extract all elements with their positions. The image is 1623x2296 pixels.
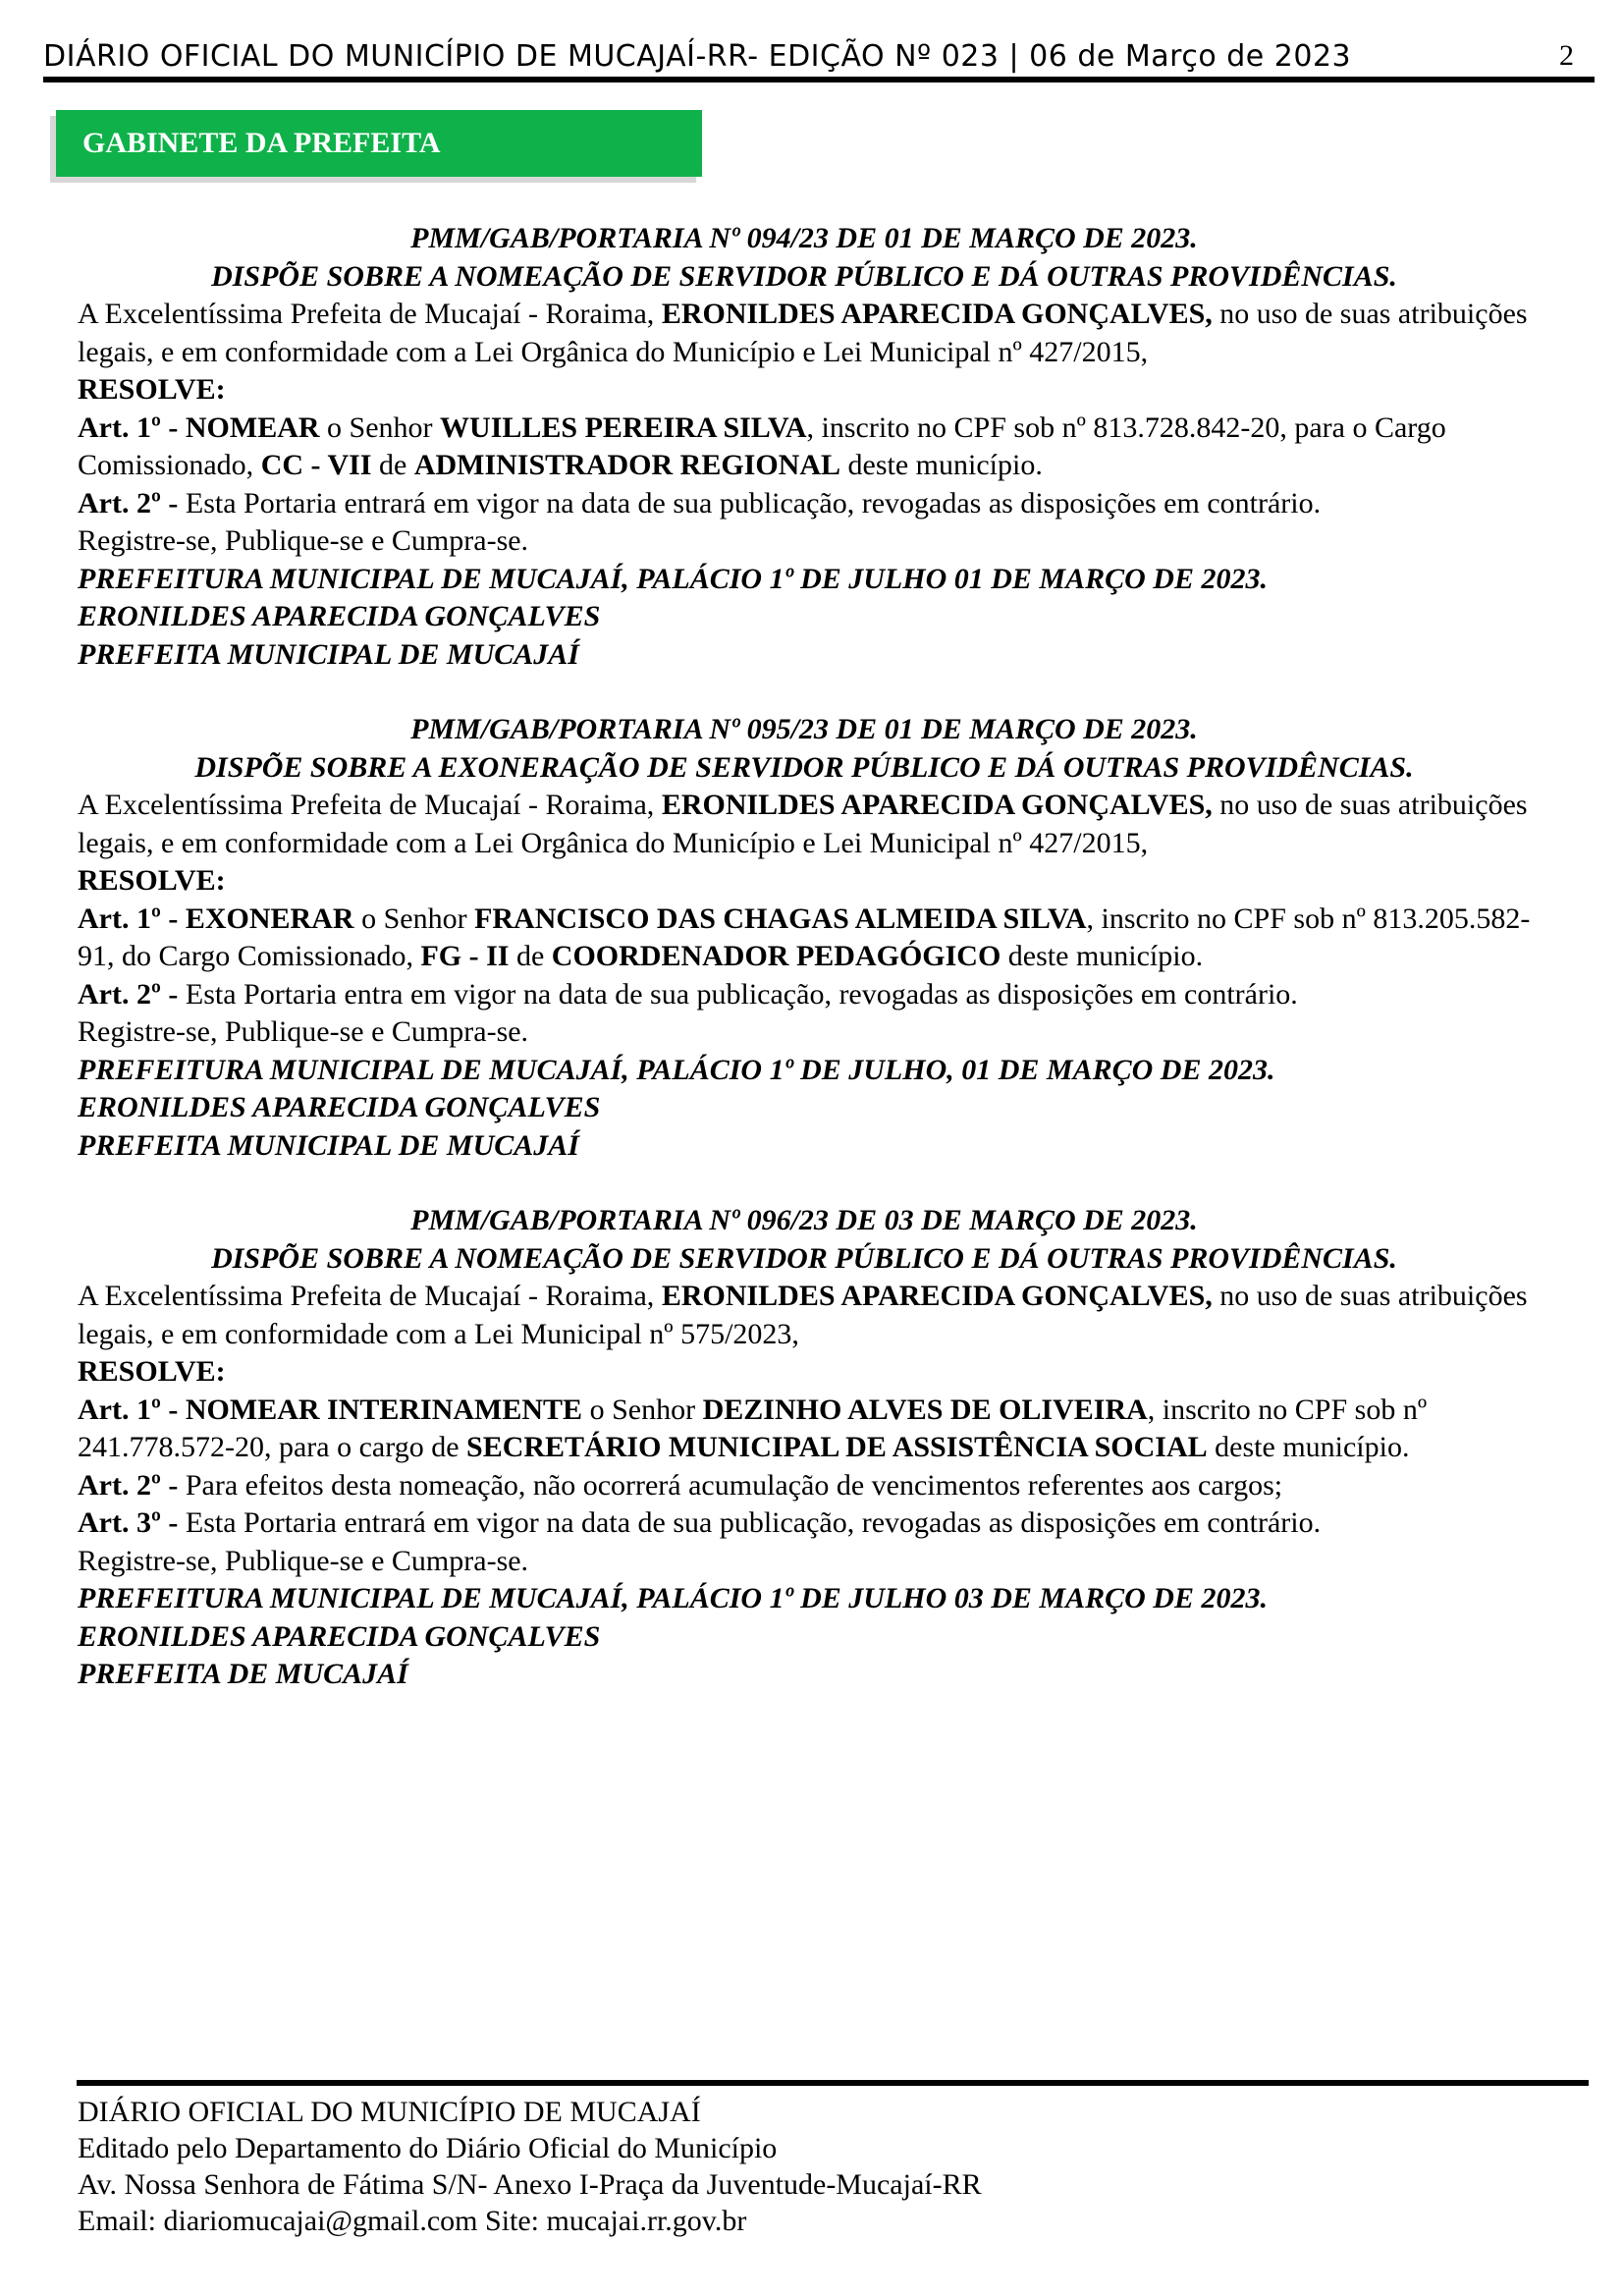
article-text: deste município. (1001, 940, 1204, 972)
footer-divider (77, 2080, 1589, 2086)
article-text: de (371, 449, 414, 481)
signature-title: PREFEITA MUNICIPAL DE MUCAJAÍ (78, 1128, 579, 1162)
preamble-text: A Excelentíssima Prefeita de Mucajaí - Roraima, (78, 1280, 662, 1312)
section-label: GABINETE DA PREFEITA (82, 127, 441, 159)
article-label: Art. 1º - (78, 410, 186, 444)
closing-line: Registre-se, Publique-se e Cumpra-se. (78, 524, 529, 557)
footer (78, 2094, 1531, 2239)
article-text: Para efeitos desta nomeação, não ocorrerá acumulação de vencimentos referentes aos cargos; (185, 1468, 1283, 1502)
footer-gazette-name: DIÁRIO OFICIAL DO MUNICÍPIO DE MUCAJAÍ (78, 2096, 701, 2128)
ordinance-096 (78, 1202, 1531, 1694)
article-text: deste município. (840, 449, 1043, 481)
article-text: o Senhor (319, 410, 441, 444)
ordinance-subject: DISPÕE SOBRE A NOMEAÇÃO DE SERVIDOR PÚBLICO E DÁ OUTRAS PROVIDÊNCIAS. (211, 1241, 1397, 1275)
ordinance-title: PMM/GAB/PORTARIA Nº 095/23 DE 01 DE MARÇO DE 2023. (410, 713, 1198, 745)
appointee-name: DEZINHO ALVES DE OLIVEIRA (702, 1393, 1148, 1426)
article-2 (78, 976, 1531, 1014)
ordinance-subject: DISPÕE SOBRE A NOMEAÇÃO DE SERVIDOR PÚBLICO E DÁ OUTRAS PROVIDÊNCIAS. (211, 259, 1397, 293)
article-action: EXONERAR (185, 902, 354, 935)
closing-line: Registre-se, Publique-se e Cumpra-se. (78, 1015, 529, 1048)
mayor-name: ERONILDES APARECIDA GONÇALVES, (661, 789, 1213, 821)
ordinance-094 (78, 220, 1531, 674)
ordinance-preamble (78, 1278, 1531, 1353)
ordinance-title: PMM/GAB/PORTARIA Nº 094/23 DE 01 DE MARÇO DE 2023. (410, 222, 1198, 254)
article-label: Art. 1º - (78, 1393, 186, 1426)
signature-title: PREFEITA MUNICIPAL DE MUCAJAÍ (78, 637, 579, 671)
article-3 (78, 1504, 1531, 1543)
article-text: Esta Portaria entra em vigor na data de sua publicação, revogadas as disposições em contrário. (185, 977, 1298, 1011)
article-label: Art. 2º - (78, 486, 186, 519)
article-label: Art. 3º - (78, 1506, 186, 1539)
footer-editor: Editado pelo Departamento do Diário Oficial do Município (78, 2132, 778, 2164)
article-action: NOMEAR INTERINAMENTE (185, 1393, 583, 1426)
article-text: Esta Portaria entrará em vigor na data de sua publicação, revogadas as disposições em contrário. (185, 1506, 1322, 1539)
preamble-text: A Excelentíssima Prefeita de Mucajaí - Roraima, (78, 789, 662, 821)
article-1 (78, 410, 1531, 485)
mayor-name: ERONILDES APARECIDA GONÇALVES, (661, 298, 1213, 330)
gazette-header-title: DIÁRIO OFICIAL DO MUNICÍPIO DE MUCAJAÍ-RR- EDIÇÃO Nº 023 | 06 de Março de 2023 (43, 39, 1352, 74)
footer-contact: Email: diariomucajai@gmail.com Site: mucajai.rr.gov.br (78, 2205, 747, 2237)
position-role: COORDENADOR PEDAGÓGICO (551, 940, 1001, 972)
resolve-label: RESOLVE: (78, 373, 226, 406)
article-label: Art. 1º - (78, 902, 186, 935)
preamble-text: A Excelentíssima Prefeita de Mucajaí - Roraima, (78, 298, 662, 330)
ordinance-preamble (78, 296, 1531, 371)
signature-place-date: PREFEITURA MUNICIPAL DE MUCAJAÍ, PALÁCIO 1º DE JULHO 03 DE MARÇO DE 2023. (78, 1582, 1268, 1614)
position-grade: CC - VII (260, 449, 372, 481)
article-2 (78, 1467, 1531, 1505)
resolve-label: RESOLVE: (78, 1355, 226, 1388)
article-text: o Senhor (582, 1393, 703, 1426)
signature-title: PREFEITA DE MUCAJAÍ (78, 1658, 408, 1690)
ordinance-title: PMM/GAB/PORTARIA Nº 096/23 DE 03 DE MARÇO DE 2023. (410, 1204, 1198, 1236)
preamble-text: no uso de suas atribuições legais, e em conformidade com a Lei Orgânica do Município e Lei Municipal nº 427/2015, (78, 789, 1528, 859)
document-body (78, 220, 1531, 1731)
signature-name: ERONILDES APARECIDA GONÇALVES (78, 1091, 601, 1123)
article-text: deste município. (1207, 1431, 1410, 1463)
article-text: , inscrito no CPF sob nº 813.205.582-91, do Cargo Comissionado, (78, 902, 1531, 972)
article-1 (78, 901, 1531, 976)
preamble-text: no uso de suas atribuições legais, e em conformidade com a Lei Orgânica do Município e Lei Municipal nº 427/2015, (78, 298, 1528, 368)
article-1 (78, 1392, 1531, 1467)
section-tab (56, 110, 702, 177)
ordinance-preamble (78, 787, 1531, 862)
position-role: ADMINISTRADOR REGIONAL (413, 449, 841, 481)
article-text: , inscrito no CPF sob nº 813.728.842-20, para o Cargo Comissionado, (78, 410, 1446, 481)
signature-name: ERONILDES APARECIDA GONÇALVES (78, 1619, 601, 1653)
position-grade: FG - II (420, 940, 510, 972)
article-text: , inscrito no CPF sob nº 241.778.572-20, para o cargo de (78, 1393, 1428, 1463)
resolve-label: RESOLVE: (78, 864, 226, 897)
appointee-name: FRANCISCO DAS CHAGAS ALMEIDA SILVA (474, 902, 1087, 935)
article-text: o Senhor (353, 902, 475, 935)
closing-line: Registre-se, Publique-se e Cumpra-se. (78, 1544, 529, 1577)
article-label: Art. 2º - (78, 977, 186, 1011)
article-action: NOMEAR (185, 410, 320, 444)
signature-place-date: PREFEITURA MUNICIPAL DE MUCAJAÍ, PALÁCIO 1º DE JULHO, 01 DE MARÇO DE 2023. (78, 1053, 1275, 1086)
signature-place-date: PREFEITURA MUNICIPAL DE MUCAJAÍ, PALÁCIO 1º DE JULHO 01 DE MARÇO DE 2023. (78, 562, 1268, 595)
mayor-name: ERONILDES APARECIDA GONÇALVES, (661, 1280, 1213, 1312)
position-role: SECRETÁRIO MUNICIPAL DE ASSISTÊNCIA SOCIAL (466, 1431, 1208, 1463)
signature-name: ERONILDES APARECIDA GONÇALVES (78, 600, 601, 632)
ordinance-095 (78, 711, 1531, 1165)
article-label: Art. 2º - (78, 1468, 186, 1502)
article-text: Esta Portaria entrará em vigor na data de sua publicação, revogadas as disposições em contrário. (185, 486, 1322, 519)
article-2 (78, 485, 1531, 523)
article-text: de (509, 940, 552, 972)
ordinance-subject: DISPÕE SOBRE A EXONERAÇÃO DE SERVIDOR PÚBLICO E DÁ OUTRAS PROVIDÊNCIAS. (194, 750, 1414, 784)
appointee-name: WUILLES PEREIRA SILVA (440, 410, 807, 444)
page-number: 2 (1559, 39, 1574, 72)
footer-address: Av. Nossa Senhora de Fátima S/N- Anexo I-Praça da Juventude-Mucajaí-RR (78, 2168, 982, 2201)
preamble-text: no uso de suas atribuições legais, e em conformidade com a Lei Municipal nº 575/2023, (78, 1280, 1528, 1350)
header-divider (43, 77, 1595, 82)
